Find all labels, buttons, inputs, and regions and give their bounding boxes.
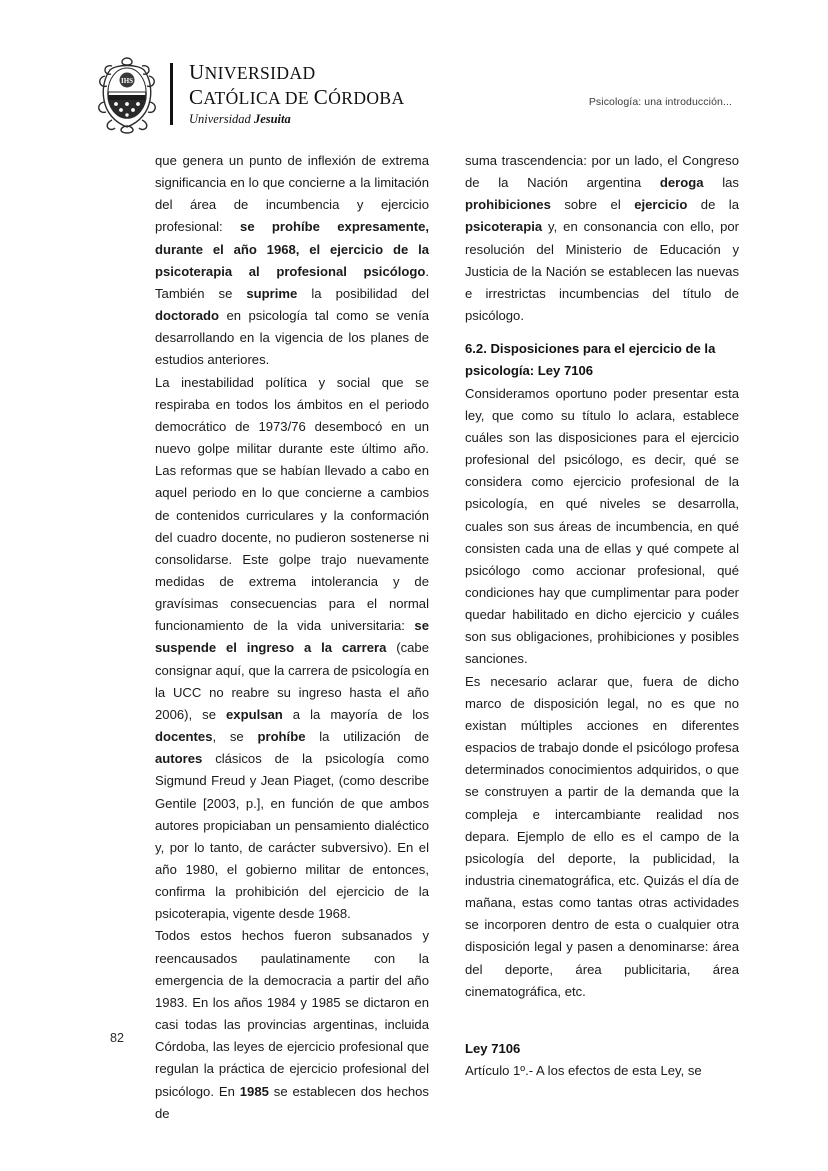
text-run-bold: prohíbe	[257, 729, 306, 745]
paragraph: Artículo 1º.- A los efectos de esta Ley, se	[465, 1063, 702, 1079]
text-run: en psicología tal como se venía desarrollando en la vigencia de los planes de estudios anteriores.	[155, 308, 429, 368]
university-name-line-2: CATÓLICA DE CÓRDOBA	[189, 85, 405, 110]
text-run-bold: se suspende el ingreso a la carrera	[155, 618, 429, 656]
section-heading-ley-7106: Ley 7106	[465, 1040, 521, 1056]
text-run-bold: autores	[155, 751, 203, 767]
logo-divider	[170, 63, 173, 125]
page-number: 82	[110, 1031, 124, 1045]
text-run: las	[703, 175, 739, 191]
text-run-bold: docentes	[155, 729, 213, 745]
text-run: clásicos de la psicología como Sigmund Freud y Jean Piaget, (como describe Gentile [2003, p.], en función de que ambos autores propiciaban un pensamiento dialéctico y, por lo tanto, de carácter subversivo). En el año 1980, el gobierno militar de entonces, confirma la prohibición del ejercicio de la psicoterapia, vigente desde 1968.	[155, 751, 429, 922]
text-run-bold: 1985	[239, 1083, 269, 1099]
text-run: , se	[212, 729, 258, 745]
paragraph: Es necesario aclarar que, fuera de dicho marco de disposición legal, no es que no existan múltiples acciones en diferentes espacios de trabajo donde el psicólogo profesa determinados conocimientos adquiridos, o que se construyen a partir de la demanda que la compleja e intercambiante realidad nos depara. Ejemplo de ello es el campo de la psicología del deporte, la publicidad, la industria cinematográfica, etc. Quizás el día de mañana, estas como tantas otras actividades se incorporen dentro de esta o cualquier otra disposición legal y pasen a denominarse: área del deporte, área publicitaria, área cinematográfica, etc.	[465, 673, 739, 999]
text-run: se establecen dos hechos de	[155, 1083, 429, 1121]
text-run: suma trascendencia: por un lado, el Congreso de la Nación argentina	[465, 153, 739, 191]
text-run: sobre el	[550, 197, 635, 213]
text-run: la utilización de	[305, 729, 429, 745]
section-heading-6-2: 6.2. Disposiciones para el ejercicio de la psicología: Ley 7106	[465, 341, 716, 379]
text-run: . También se	[155, 263, 429, 301]
text-run-bold: suprime	[246, 285, 298, 301]
body-columns	[155, 150, 740, 1125]
text-run-bold: doctorado	[155, 308, 220, 324]
text-run: la posibilidad del	[297, 285, 429, 301]
text-run: y, en consonancia con ello, por resolución del Ministerio de Educación y Justicia de la Nación se establecen las nuevas e irrestrictas incumbencias del título de psicólogo.	[465, 219, 739, 324]
text-run: La inestabilidad política y social que se respiraba en todos los ámbitos en el periodo democrático de 1973/76 desembocó en un nuevo golpe militar durante este último año. Las reformas que se habían llevado a cabo en aquel periodo en lo que concierne a cambios de contenidos curriculares y la conformación del cuadro docente, no pudieron sostenerse ni consolidarse. Este golpe trajo nuevamente medidas de extrema intolerancia y de gravísimas consecuencias para el normal funcionamiento de la vida universitaria:	[155, 374, 429, 634]
university-subtitle-bold: Jesuita	[253, 112, 291, 127]
paragraph-gap	[465, 327, 739, 338]
text-run: a la mayoría de los	[282, 706, 429, 722]
paragraph-gap	[465, 1003, 739, 1038]
text-run: (cabe consignar aquí, que la carrera de psicología en la UCC no reabre su ingreso hasta el año 2006), se	[155, 640, 429, 722]
text-run-bold: se prohíbe expresamente, durante el año 1968, el ejercicio de la psicoterapia al profesional psicólogo	[155, 219, 429, 279]
paragraph	[155, 150, 429, 372]
text-run-bold: psicoterapia	[465, 219, 543, 235]
university-logo	[96, 52, 405, 136]
text-run-bold: prohibiciones	[465, 197, 551, 213]
university-subtitle	[189, 113, 405, 126]
text-run: que genera un punto de inflexión de extrema significancia en lo que concierne a la limitación del área de incumbencia y ejercicio profesional:	[155, 153, 429, 235]
text-run-bold: ejercicio	[634, 197, 688, 213]
text-run-bold: deroga	[659, 175, 704, 191]
paragraph	[155, 925, 429, 1124]
text-run: Todos estos hechos fueron subsanados y reencausados paulatinamente con la emergencia de la democracia a partir del año 1983. En los años 1984 y 1985 se dictaron en casi todas las provincias argentinas, incluida Córdoba, las leyes de ejercicio profesional que regulan la práctica de ejercicio profesional del psicólogo. En	[155, 928, 429, 1099]
university-name-line-1: UNIVERSIDAD	[189, 60, 316, 85]
university-subtitle-regular: Universidad	[189, 112, 254, 127]
paragraph: Consideramos oportuno poder presentar esta ley, que como su título lo aclara, establece cuáles son las disposiciones para el ejercicio profesional del psicólogo, es decir, qué se considera como ejercicio profesional de la psicología, en qué niveles se desarrolla, cuales son sus áreas de incumbencia, en qué consisten cada una de ellas y qué compete al psicólogo como accionar profesional, qué condiciones hay que cumplimentar para poder quedar habilitado en dicho ejercicio y cuáles son sus obligaciones, prohibiciones y posibles sanciones.	[465, 385, 739, 667]
svg-text:IHS: IHS	[120, 77, 134, 85]
paragraph	[155, 372, 429, 926]
text-run: de la	[687, 197, 740, 213]
text-run-bold: expulsan	[226, 706, 283, 722]
right-column	[465, 150, 739, 1125]
left-column	[155, 150, 429, 1125]
university-crest-icon	[96, 54, 158, 134]
running-head: Psicología: una introducción...	[588, 96, 732, 108]
paragraph	[465, 150, 739, 327]
university-wordmark	[189, 62, 405, 126]
